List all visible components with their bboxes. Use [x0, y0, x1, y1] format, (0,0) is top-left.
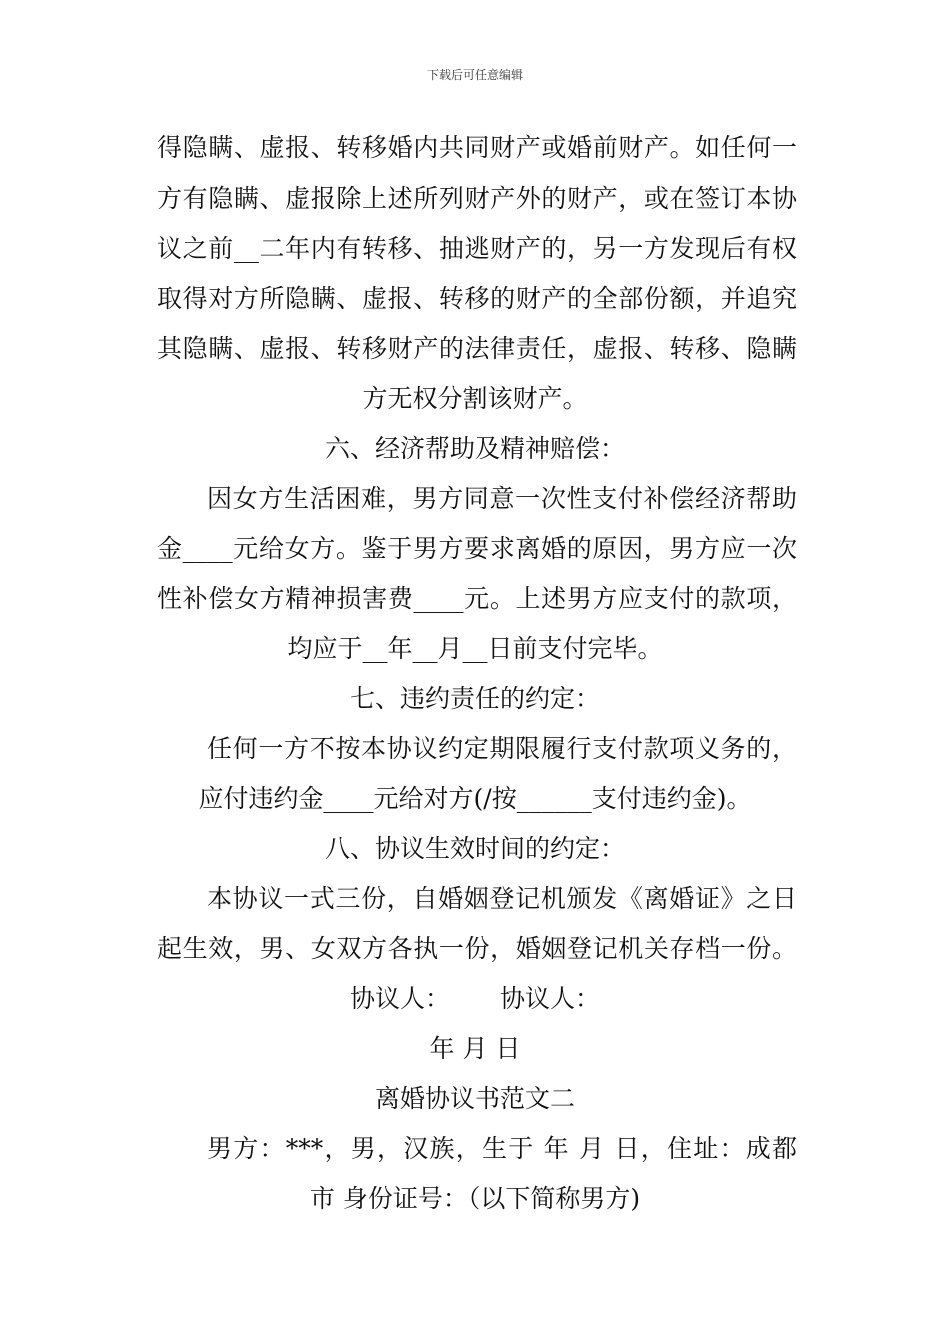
section-heading-6: 六、经济帮助及精神赔偿： [324, 434, 625, 463]
section-heading-7: 七、违约责任的约定： [349, 684, 600, 713]
page-header: 下载后可任意编辑 [426, 68, 523, 82]
party-line-1: 男方：***，男，汉族，生于 年 月 日，住址：成都 [207, 1134, 797, 1163]
body-line-3: 议之前__二年内有转移、抽逃财产的，另一方发现后有权 [157, 234, 797, 263]
date-line: 年 月 日 [429, 1034, 521, 1063]
body-line-6: 方无权分割该财产。 [362, 384, 588, 413]
body-line-17: 起生效，男、女双方各执一份，婚姻登记机关存档一份。 [157, 934, 797, 963]
signature-right: 协议人： [500, 984, 601, 1013]
body-line-13: 任何一方不按本协议约定期限履行支付款项义务的， [207, 734, 797, 763]
body-line-14: 应付违约金____元给对方(/按______支付违约金)。 [198, 784, 752, 813]
body-line-5: 其隐瞒、虚报、转移财产的法律责任，虚报、转移、隐瞒 [157, 334, 797, 363]
body-line-2: 方有隐瞒、虚报除上述所列财产外的财产，或在签订本协 [157, 184, 797, 213]
signature-row [0, 982, 950, 1016]
section-title: 离婚协议书范文二 [374, 1084, 575, 1113]
party-line-2: 市 身份证号：（以下简称男方) [309, 1184, 641, 1213]
body-line-16: 本协议一式三份，自婚姻登记机颁发《离婚证》之日 [207, 884, 797, 913]
body-line-10: 性补偿女方精神损害费____元。上述男方应支付的款项， [157, 584, 797, 613]
section-heading-8: 八、协议生效时间的约定： [324, 834, 625, 863]
body-line-1: 得隐瞒、虚报、转移婚内共同财产或婚前财产。如任何一 [157, 133, 797, 162]
body-line-4: 取得对方所隐瞒、虚报、转移的财产的全部份额，并追究 [157, 284, 797, 313]
body-line-8: 因女方生活困难，男方同意一次性支付补偿经济帮助 [207, 484, 797, 513]
body-line-9: 金____元给女方。鉴于男方要求离婚的原因，男方应一次 [157, 534, 797, 563]
body-line-11: 均应于__年__月__日前支付完毕。 [287, 634, 663, 663]
signature-left: 协议人： [349, 984, 450, 1013]
